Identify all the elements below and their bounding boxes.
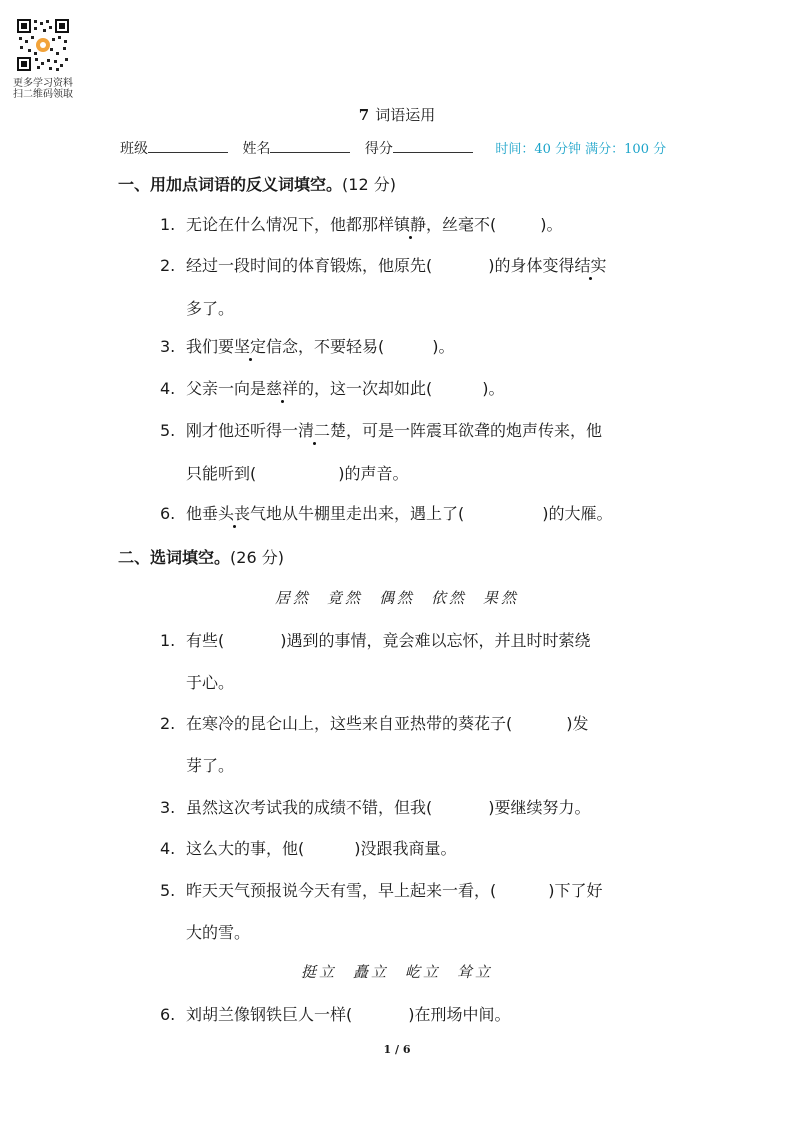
question-text: 父亲一向是 <box>186 379 267 398</box>
question-item <box>160 334 455 357</box>
question-number: 4. <box>160 839 176 858</box>
question-continuation <box>186 461 409 484</box>
name-blank[interactable] <box>270 138 350 153</box>
question-item <box>160 711 589 734</box>
student-info-line <box>120 138 666 158</box>
question-text: 只能听到( <box>186 464 257 483</box>
question-text: 信念，不要轻易( <box>266 337 385 356</box>
word-bank-item: 屹立 <box>405 963 442 981</box>
question-text: 地从牛棚里走出来，遇上了( <box>266 504 465 523</box>
score-blank[interactable] <box>393 138 473 153</box>
question-text: ，可是一阵震耳欲聋的炮声传来，他 <box>346 421 603 440</box>
word-bank-item: 耸立 <box>457 963 494 981</box>
question-number: 3. <box>160 337 176 356</box>
question-text: )。 <box>432 337 455 356</box>
question-item <box>160 795 591 818</box>
question-text: )遇到的事情，竟会难以忘怀，并且时时萦绕 <box>280 631 591 650</box>
class-label: 班级 <box>120 141 148 157</box>
question-number: 1. <box>160 631 176 650</box>
question-continuation: 多了。 <box>186 299 235 318</box>
question-number: 5. <box>160 421 176 440</box>
question-text: ，丝毫不( <box>426 215 497 234</box>
question-text: 我们要 <box>186 337 235 356</box>
question-item <box>160 501 613 524</box>
question-text: )的身体变得 <box>488 256 575 275</box>
question-text: )要继续努力。 <box>488 798 591 817</box>
title-text: 词语运用 <box>375 106 436 124</box>
word-bank-item: 偶然 <box>378 589 415 607</box>
question-item <box>160 628 591 651</box>
question-text: )。 <box>482 379 505 398</box>
question-number: 1. <box>160 215 176 234</box>
question-text: 在寒冷的昆仑山上，这些来自亚热带的葵花子( <box>186 714 513 733</box>
question-text: )在刑场中间。 <box>408 1005 511 1024</box>
dotted-word: 慈祥 <box>266 379 299 398</box>
dotted-word: 垂头丧气 <box>202 504 267 523</box>
question-number: 2. <box>160 714 176 733</box>
question-number: 4. <box>160 379 176 398</box>
question-text: )的声音。 <box>338 464 409 483</box>
name-label: 姓名 <box>242 141 271 157</box>
question-text: )。 <box>540 215 563 234</box>
dotted-word: 一清二楚 <box>282 421 347 440</box>
question-number: 2. <box>160 256 176 275</box>
dotted-word: 坚定 <box>234 337 267 356</box>
question-item <box>160 253 607 276</box>
qr-caption-line: 扫二维码领取 <box>13 89 73 100</box>
dotted-word: 镇静 <box>394 215 427 234</box>
question-number: 3. <box>160 798 176 817</box>
word-bank-item: 依然 <box>431 589 468 607</box>
section1-heading <box>118 172 396 195</box>
word-bank-item: 居然 <box>274 589 311 607</box>
question-number: 5. <box>160 881 176 900</box>
word-bank-item: 挺立 <box>300 963 337 981</box>
question-text: 虽然这次考试我的成绩不错，但我( <box>186 798 433 817</box>
question-continuation: 于心。 <box>186 673 235 692</box>
question-text: 他 <box>186 504 203 523</box>
word-bank <box>0 587 794 608</box>
question-number: 6. <box>160 1005 176 1024</box>
section1-points: (12 分) <box>342 175 396 194</box>
question-text: 经过一段时间的体育锻炼，他原先( <box>186 256 433 275</box>
qr-code <box>16 18 70 72</box>
word-bank-2 <box>0 961 794 982</box>
question-text: )没跟我商量。 <box>354 839 457 858</box>
question-item <box>160 836 457 859</box>
title-number: 7 <box>358 106 370 124</box>
question-text: 刚才他还听得 <box>186 421 283 440</box>
question-text: )下了好 <box>548 881 603 900</box>
class-blank[interactable] <box>148 138 228 153</box>
word-bank-item: 竟然 <box>326 589 363 607</box>
qr-caption-line: 更多学习资料 <box>13 78 73 89</box>
score-label: 得分 <box>364 141 393 157</box>
question-text: 昨天天气预报说今天有雪，早上起来一看，( <box>186 881 497 900</box>
section1-title: 一、用加点词语的反义词填空。 <box>118 175 343 194</box>
word-bank-item: 矗立 <box>352 963 389 981</box>
question-continuation: 大的雪。 <box>186 923 251 942</box>
section2-points: (26 分) <box>230 548 284 567</box>
question-text: 刘胡兰像钢铁巨人一样( <box>186 1005 353 1024</box>
question-text: 无论在什么情况下，他都那样 <box>186 215 395 234</box>
question-item <box>160 212 563 235</box>
question-text: )的大雁。 <box>542 504 613 523</box>
question-continuation: 芽了。 <box>186 756 235 775</box>
qr-caption <box>13 78 85 100</box>
word-bank-item: 果然 <box>483 589 520 607</box>
section2-title: 二、选词填空。 <box>118 548 231 567</box>
dotted-word: 结实 <box>574 256 607 275</box>
question-text: 这么大的事，他( <box>186 839 305 858</box>
question-item <box>160 1002 511 1025</box>
qr-code-image <box>16 18 70 72</box>
question-item <box>160 878 603 901</box>
page-title <box>0 104 794 125</box>
question-item <box>160 376 505 399</box>
page-number: 1 / 6 <box>383 1043 411 1056</box>
question-item <box>160 418 602 441</box>
question-number: 6. <box>160 504 176 523</box>
time-score-note: 时间：40 分钟 满分：100 分 <box>495 142 667 157</box>
question-text: 的，这一次却如此( <box>298 379 433 398</box>
question-text: )发 <box>566 714 589 733</box>
question-text: 有些( <box>186 631 225 650</box>
section2-heading <box>118 545 284 568</box>
